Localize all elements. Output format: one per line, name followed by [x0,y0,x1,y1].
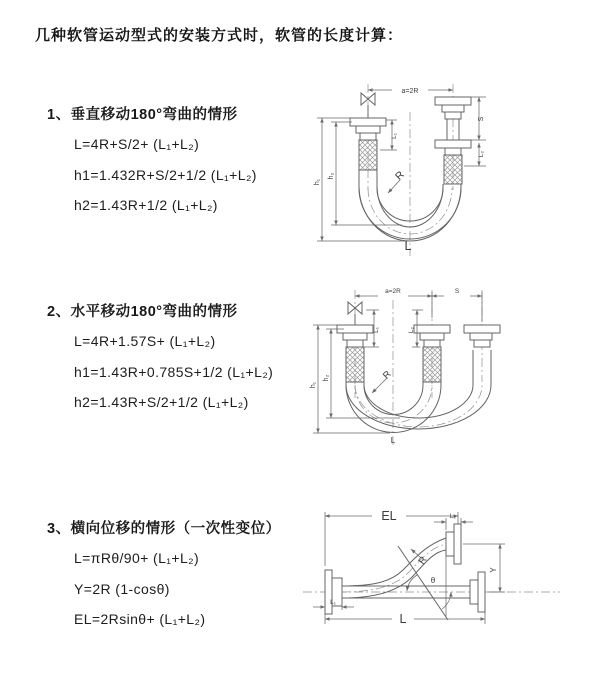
section-3-formula-EL: EL=2Rsinθ+ (L₁+L₂) [74,611,206,627]
diagram-horizontal-180-bend [300,280,600,470]
radius-leader [388,180,400,193]
d3-label-theta: θ [430,576,436,585]
right-flange-upper [435,97,471,105]
d1-label-l1: L₁ [391,133,398,139]
section-3-heading: 3、横向位移的情形（一次性变位） [47,521,281,537]
d2-label-r: R [380,368,394,382]
d1-label-h1: h₁ [314,178,321,186]
middle-flange [414,325,450,333]
diagram-vertical-180-bend [300,70,600,270]
d3-label-l1: L₁ [330,599,336,606]
section-2-heading: 2、水平移动180°弯曲的情形 [47,304,238,320]
d2-label-l: L [390,436,396,445]
section-1-formula-h1: h1=1.432R+S/2+1/2 (L₁+L₂) [74,167,257,183]
d3-label-y: Y [489,567,498,573]
d1-label-h2: h₂ [328,172,335,180]
section-1-heading: 1、垂直移动180°弯曲的情形 [47,107,238,123]
braided-sections [346,347,441,382]
d1-label-a2r: a=2R [401,88,419,95]
section-2-formula-L: L=4R+1.57S+ (L₁+L₂) [74,333,216,349]
d3-label-el: EL [381,509,397,523]
section-3-formula-L: L=πRθ/90+ (L₁+L₂) [74,550,200,566]
d2-label-l1: L₁ [373,327,380,333]
d1-label-l: L [404,239,412,253]
section-1-formula-h2: h2=1.43R+1/2 (L₁+L₂) [74,197,218,213]
d2-label-s: S [454,288,460,295]
section-2-formula-h1: h1=1.43R+0.785S+1/2 (L₁+L₂) [74,364,274,380]
left-flange [350,118,386,126]
diagram-lateral-displacement [295,500,600,665]
valve-icon [368,93,375,105]
hose-outer-pos2 [346,385,491,429]
valve-icon [348,302,355,314]
left-flange [325,570,332,614]
hose-assembly [325,524,485,620]
hose-inner-pos1 [364,382,423,415]
dimension-lines [313,512,505,624]
section-1-formula-L: L=4R+S/2+ (L₁+L₂) [74,136,200,152]
upper-flange [454,524,461,564]
right-flange [478,572,485,612]
page-title: 几种软管运动型式的安装方式时，软管的长度计算： [35,27,404,44]
valve-icon [361,93,368,105]
d3-label-l: L [399,612,407,626]
d3-label-l2: L₂ [449,513,457,520]
hose-outer-pos1 [346,382,441,433]
valve-icon [355,302,362,314]
d2-label-l2: L₂ [408,326,415,334]
right-flange [464,325,500,333]
radius-leader [372,378,387,393]
hose-curved-bottom [342,550,446,598]
d1-label-r: R [392,168,407,183]
d1-label-l2: L₂ [478,150,485,158]
d1-label-s: S [478,116,485,122]
section-2-formula-h2: h2=1.43R+S/2+1/2 (L₁+L₂) [74,394,249,410]
d2-label-h1: h₁ [310,381,317,389]
angle-arc [442,592,451,609]
dimension-lines [313,292,482,433]
section-3-formula-Y: Y=2R (1-cosθ) [74,581,170,597]
d3-label-r: R [416,554,430,567]
right-flange-lower [435,140,471,148]
d2-label-a2r: a=2R [385,288,401,295]
d2-label-h2: h₂ [323,374,330,382]
